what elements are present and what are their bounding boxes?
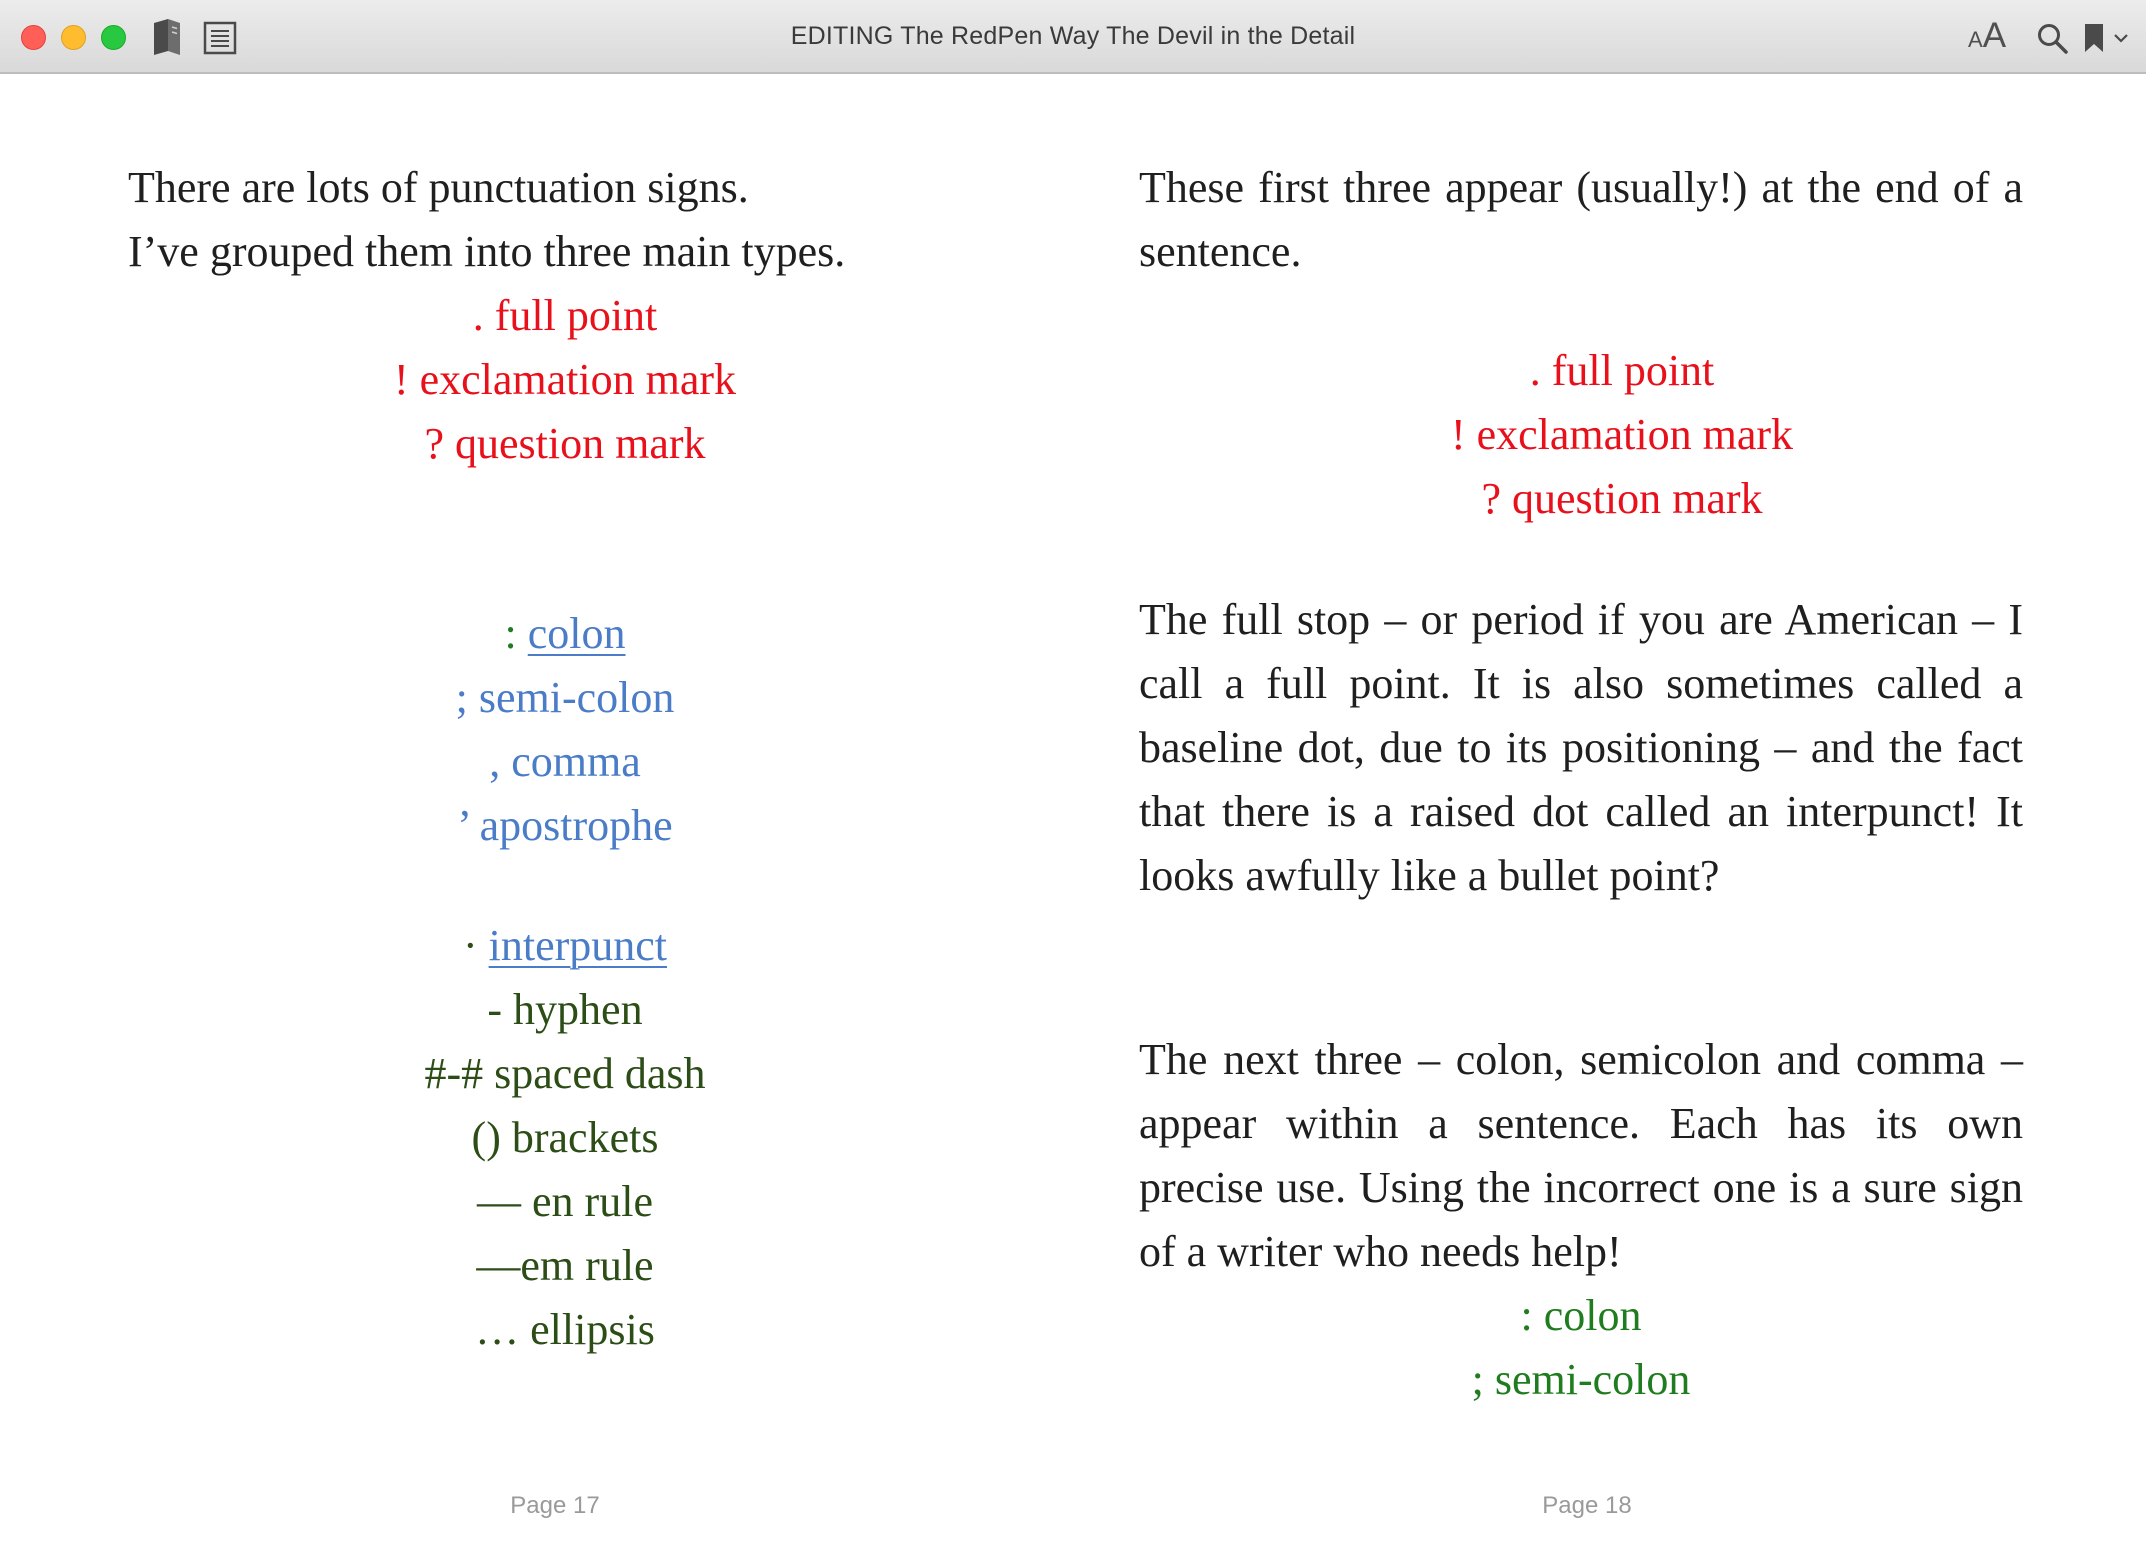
small-a-glyph: A <box>1968 27 1983 52</box>
left-intro-line1: There are lots of punctuation signs. <box>128 163 749 212</box>
left-red-list <box>165 284 965 476</box>
title-bar <box>0 0 2146 74</box>
list-item: — en rule <box>477 1177 653 1226</box>
list-item: - hyphen <box>487 985 643 1034</box>
list-item: —em rule <box>476 1241 654 1290</box>
list-item: … ellipsis <box>475 1305 655 1354</box>
right-paragraph-2: The next three – colon, semicolon and comma – appear within a sentence. Each has its own precise use. Using the incorrect one is a sure sign of a writer who needs help! <box>1139 1035 2023 1276</box>
list-item-interpunct <box>165 914 965 978</box>
interpunct-link[interactable]: interpunct <box>488 921 668 970</box>
list-item: ; semi-colon <box>1471 1355 1691 1404</box>
list-item: . full point <box>472 291 658 340</box>
colon-mark: : <box>504 609 517 658</box>
list-item: , comma <box>489 737 641 786</box>
right-red-list <box>1073 339 2146 531</box>
page-number: Page 18 <box>1542 1492 1632 1519</box>
list-item: ! exclamation mark <box>393 355 737 404</box>
chevron-down-icon[interactable] <box>2113 33 2129 45</box>
interpunct-mark: · <box>462 921 478 970</box>
large-a-glyph: A <box>1982 16 2007 55</box>
list-item: . full point <box>1529 346 1715 395</box>
window-title: EDITING The RedPen Way The Devil in the Detail <box>790 22 1356 50</box>
list-item: () brackets <box>471 1113 659 1162</box>
right-green-list <box>1073 1284 2089 1412</box>
right-intro: These first three appear (usually!) at the end of a sentence. <box>1139 163 2023 276</box>
left-intro-line2: I’ve grouped them into three main types. <box>128 227 846 276</box>
minimize-window-button[interactable] <box>61 25 86 50</box>
table-of-contents-icon[interactable] <box>203 21 237 55</box>
left-intro <box>128 156 988 284</box>
left-green-list <box>165 914 965 1362</box>
bookmark-icon[interactable] <box>2083 22 2105 54</box>
library-icon[interactable] <box>150 17 184 57</box>
list-item: ! exclamation mark <box>1450 410 1794 459</box>
list-item-colon <box>165 602 965 666</box>
close-window-button[interactable] <box>21 25 46 50</box>
list-item: #-# spaced dash <box>424 1049 706 1098</box>
font-size-button[interactable] <box>1968 16 2006 63</box>
zoom-window-button[interactable] <box>101 25 126 50</box>
page-number: Page 17 <box>510 1492 600 1519</box>
list-item: ; semi-colon <box>455 673 675 722</box>
list-item: ’ apostrophe <box>457 801 673 850</box>
list-item: : colon <box>1520 1291 1642 1340</box>
right-paragraph-1: The full stop – or period if you are American – I call a full point. It is also sometimes called a baseline dot, due to its positioning – and the fact that there is a raised dot called an interpunct! It looks awfully like a bullet point? <box>1139 595 2023 900</box>
list-item: ? question mark <box>1481 474 1763 523</box>
list-item: ? question mark <box>424 419 706 468</box>
colon-link[interactable]: colon <box>527 609 626 658</box>
left-page <box>0 74 1073 1568</box>
right-page <box>1073 74 2146 1568</box>
search-icon[interactable] <box>2036 22 2070 56</box>
left-blue-list <box>165 602 965 858</box>
